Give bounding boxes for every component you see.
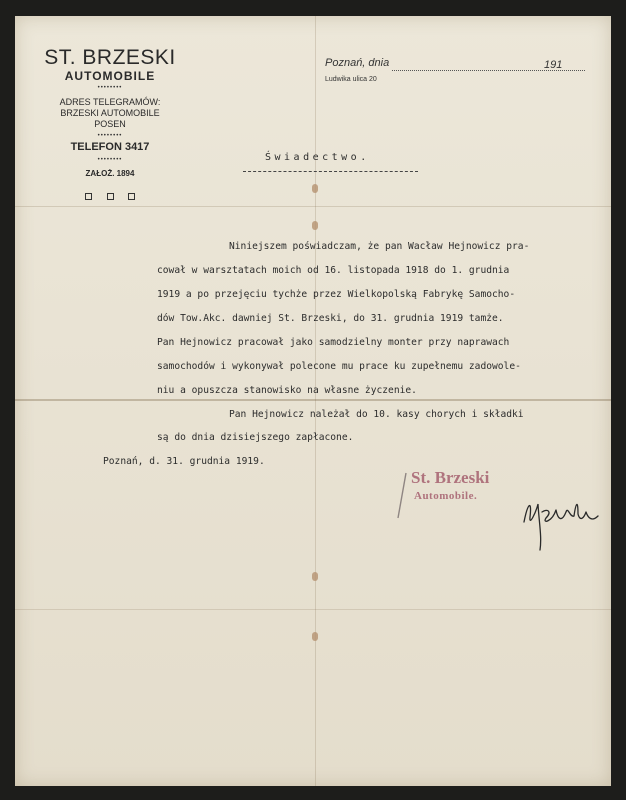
street-address: Ludwika ulica 20 <box>325 76 377 83</box>
dots-divider: •••••••• <box>97 85 123 91</box>
document-title: Świadectwo. <box>265 152 370 163</box>
body-line: 1919 a po przejęciu tychże przez Wielkopolską Fabrykę Samocho- <box>157 289 516 300</box>
body-line: są do dnia dzisiejszego zapłacone. <box>157 432 354 443</box>
punch-hole <box>312 632 318 641</box>
address-city: POSEN <box>94 119 126 129</box>
telephone: TELEFON 3417 <box>70 141 150 153</box>
fold-crease-vertical <box>315 16 316 786</box>
ornament-box <box>85 193 92 200</box>
stamp-slash-mark <box>395 471 409 521</box>
body-line: niu a opuszcza stanowisko na własne życzenie. <box>157 385 417 396</box>
fold-crease-middle <box>15 399 611 401</box>
telegram-address <box>35 97 185 130</box>
address-name: BRZESKI AUTOMOBILE <box>60 108 160 118</box>
fold-crease-top <box>15 206 611 207</box>
company-subtitle: AUTOMOBILE <box>64 69 156 83</box>
year-prefix: 191 <box>544 59 563 71</box>
stamp-subtitle: Automobile. <box>414 490 478 502</box>
place-date-label: Poznań, dnia <box>325 57 390 69</box>
body-line: Niniejszem poświadczam, że pan Wacław Hejnowicz pra- <box>229 241 530 252</box>
title-underline <box>243 171 418 172</box>
document-sheet <box>15 16 611 786</box>
body-line: dów Tow.Akc. dawniej St. Brzeski, do 31. grudnia 1919 tamże. <box>157 313 504 324</box>
handwritten-signature <box>512 482 602 552</box>
company-name: ST. BRZESKI <box>44 46 176 69</box>
punch-hole <box>312 221 318 230</box>
founded-year: ZAŁOŻ. 1894 <box>85 169 135 178</box>
body-line: cował w warsztatach moich od 16. listopada 1918 do 1. grudnia <box>157 265 510 276</box>
ornament-box <box>107 193 114 200</box>
body-line: Pan Hejnowicz należał do 10. kasy chorych i składki <box>229 409 524 420</box>
body-line: Pan Hejnowicz pracował jako samodzielny monter przy naprawach <box>157 337 510 348</box>
punch-hole <box>312 184 318 193</box>
ornament-boxes <box>85 193 135 200</box>
punch-hole <box>312 572 318 581</box>
closing-date: Poznań, d. 31. grudnia 1919. <box>103 456 265 467</box>
body-line: samochodów i wykonywał polecone mu prace ku zupełnemu zadowole- <box>157 361 521 372</box>
stamp-company: St. Brzeski <box>411 468 490 487</box>
ornament-box <box>128 193 135 200</box>
dots-divider: •••••••• <box>97 157 123 163</box>
fold-crease-bottom <box>15 609 611 610</box>
address-label: ADRES TELEGRAMÓW: <box>59 97 161 107</box>
dots-divider: •••••••• <box>97 133 123 139</box>
